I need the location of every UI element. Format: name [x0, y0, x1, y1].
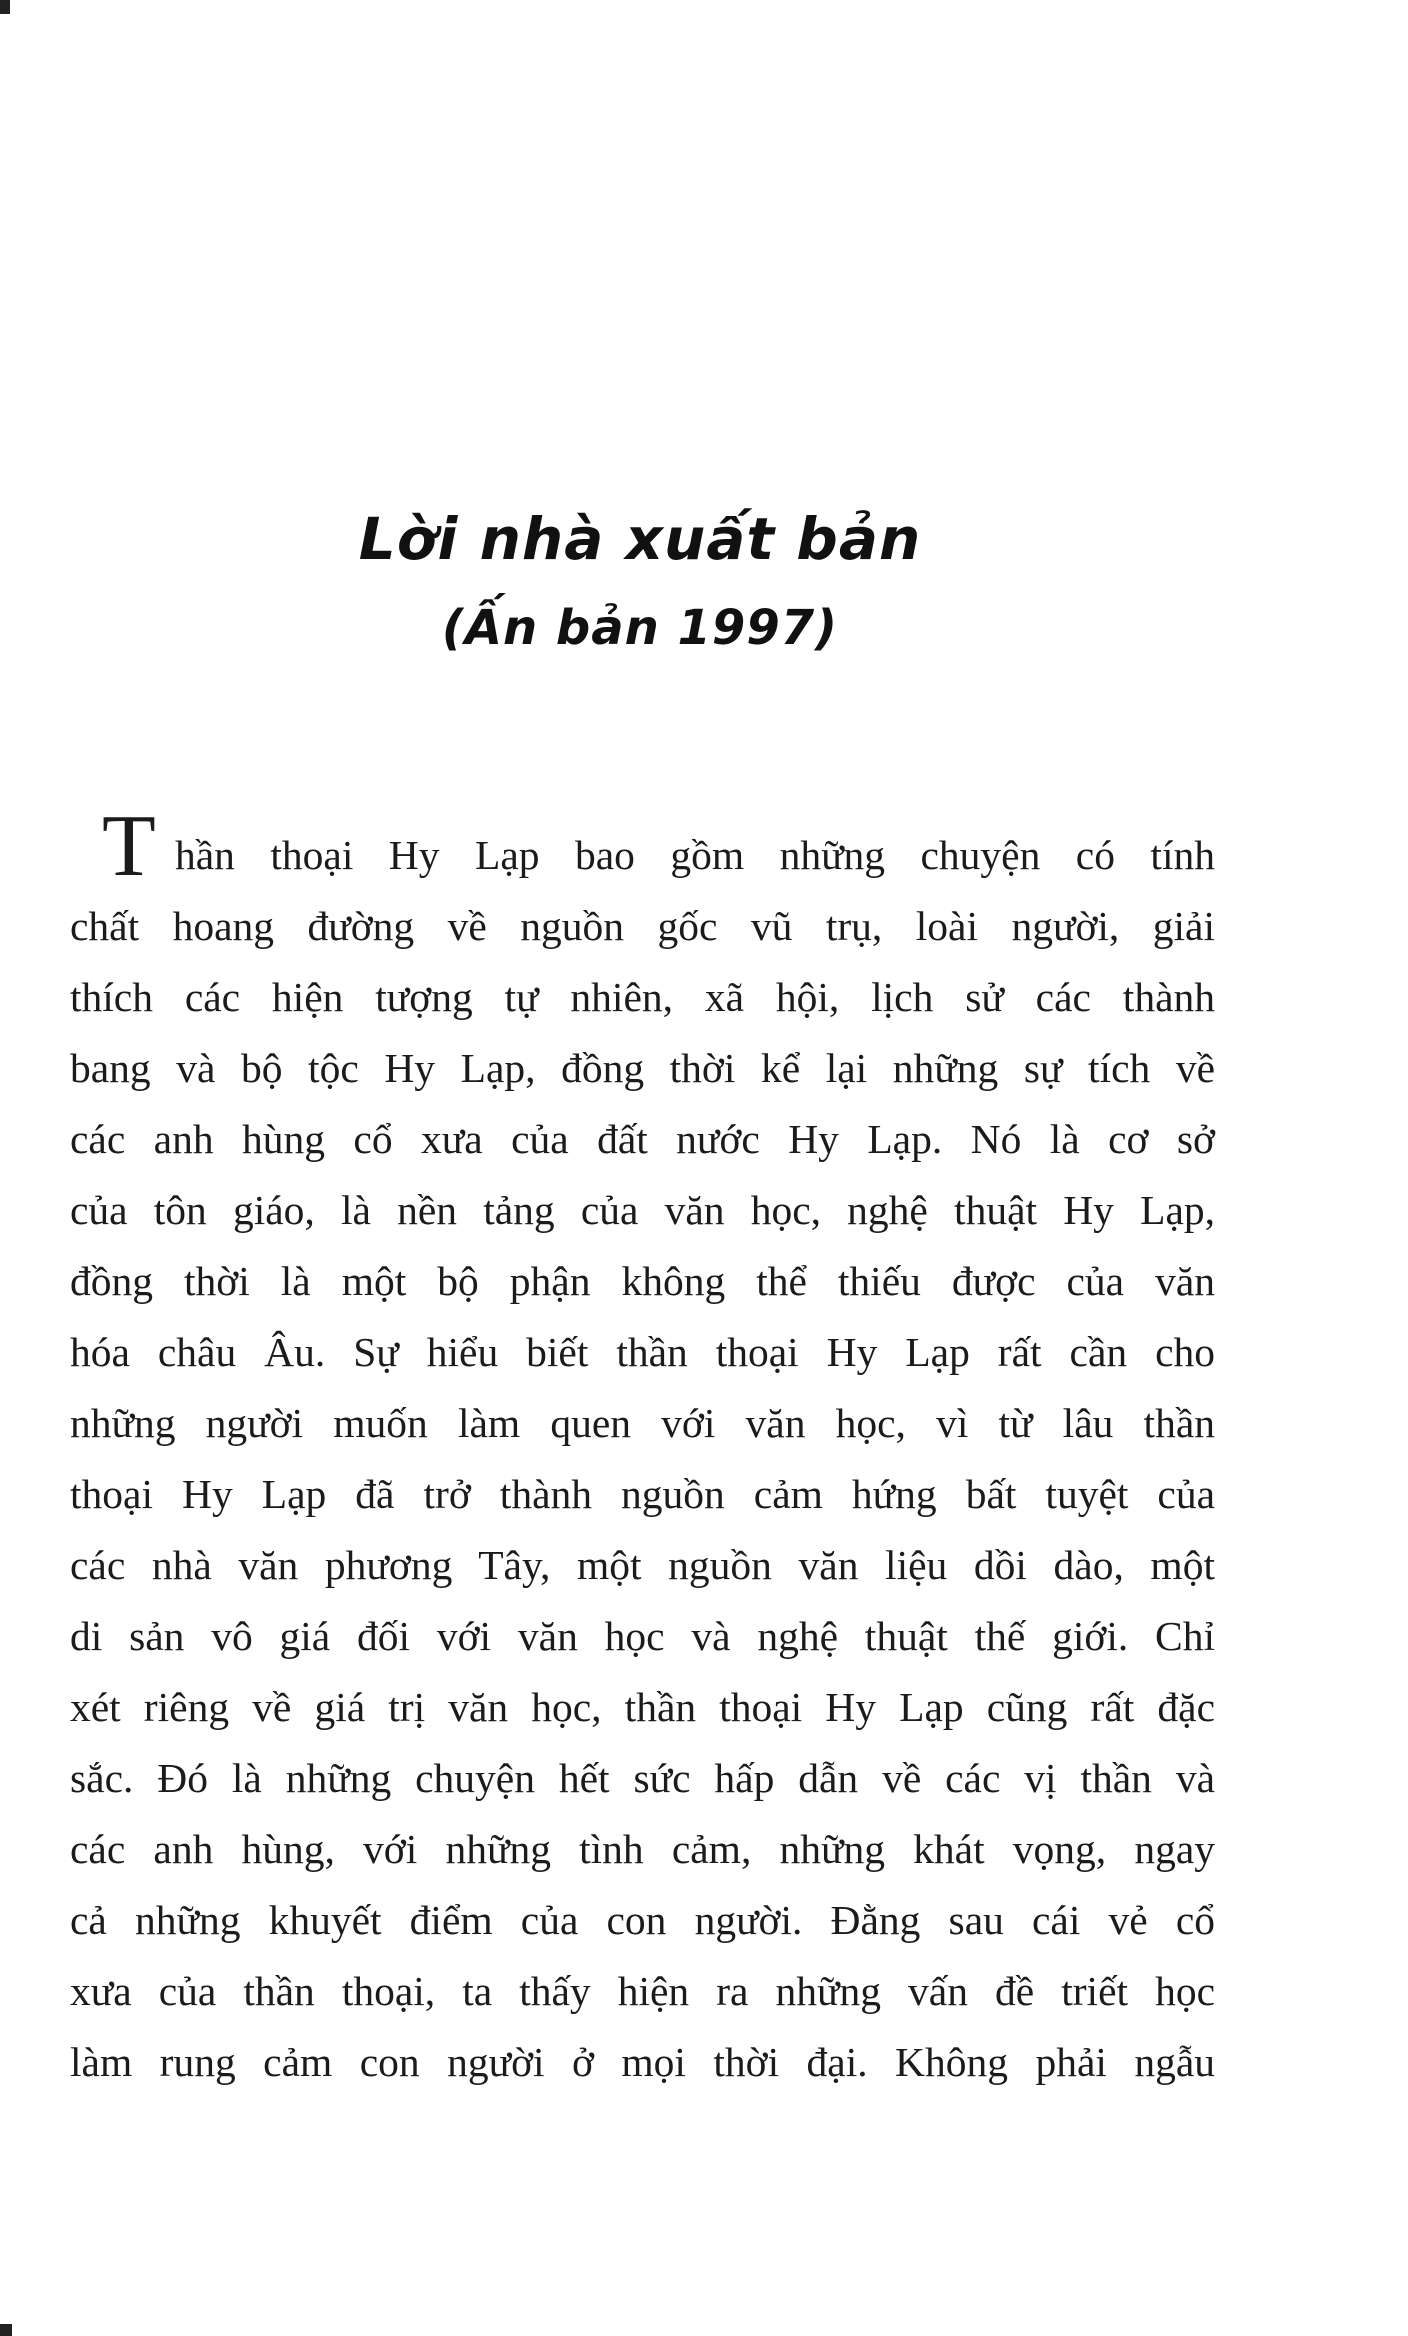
- text-line: của tôn giáo, là nền tảng của văn học, nghệ thuật Hy Lạp,: [70, 1187, 1215, 1233]
- page-title: Lời nhà xuất bản: [358, 505, 922, 573]
- text-line: làm rung cảm con người ở mọi thời đại. Không phải ngẫu: [70, 2039, 1215, 2085]
- scan-edge-mark-top: [0, 0, 10, 14]
- text-line: thoại Hy Lạp đã trở thành nguồn cảm hứng bất tuyệt của: [70, 1471, 1215, 1517]
- text-line: hóa châu Âu. Sự hiểu biết thần thoại Hy Lạp rất cần cho: [70, 1329, 1215, 1375]
- text-line: xưa của thần thoại, ta thấy hiện ra những vấn đề triết học: [70, 1968, 1215, 2014]
- page-subtitle: (Ấn bản 1997): [441, 600, 839, 656]
- text-line: xét riêng về giá trị văn học, thần thoại Hy Lạp cũng rất đặc: [70, 1684, 1215, 1730]
- text-line: cả những khuyết điểm của con người. Đằng sau cái vẻ cổ: [70, 1897, 1215, 1943]
- text-line: bang và bộ tộc Hy Lạp, đồng thời kể lại những sự tích về: [70, 1045, 1215, 1091]
- body-paragraph: [70, 820, 1215, 2098]
- text-line: di sản vô giá đối với văn học và nghệ thuật thế giới. Chỉ: [70, 1613, 1215, 1659]
- text-line: hần thoại Hy Lạp bao gồm những chuyện có tính: [175, 832, 1215, 878]
- text-line: các nhà văn phương Tây, một nguồn văn liệu dồi dào, một: [70, 1542, 1215, 1588]
- text-line: chất hoang đường về nguồn gốc vũ trụ, loài người, giải: [70, 903, 1215, 949]
- scan-edge-mark-bottom: [0, 2324, 12, 2336]
- text-line: sắc. Đó là những chuyện hết sức hấp dẫn về các vị thần và: [70, 1755, 1215, 1801]
- text-line: đồng thời là một bộ phận không thể thiếu được của văn: [70, 1258, 1215, 1304]
- text-line: những người muốn làm quen với văn học, vì từ lâu thần: [70, 1400, 1215, 1446]
- text-line: thích các hiện tượng tự nhiên, xã hội, lịch sử các thành: [70, 974, 1215, 1020]
- text-line: các anh hùng, với những tình cảm, những khát vọng, ngay: [70, 1826, 1215, 1872]
- drop-cap-letter: T: [102, 798, 156, 895]
- text-line: các anh hùng cổ xưa của đất nước Hy Lạp. Nó là cơ sở: [70, 1116, 1215, 1162]
